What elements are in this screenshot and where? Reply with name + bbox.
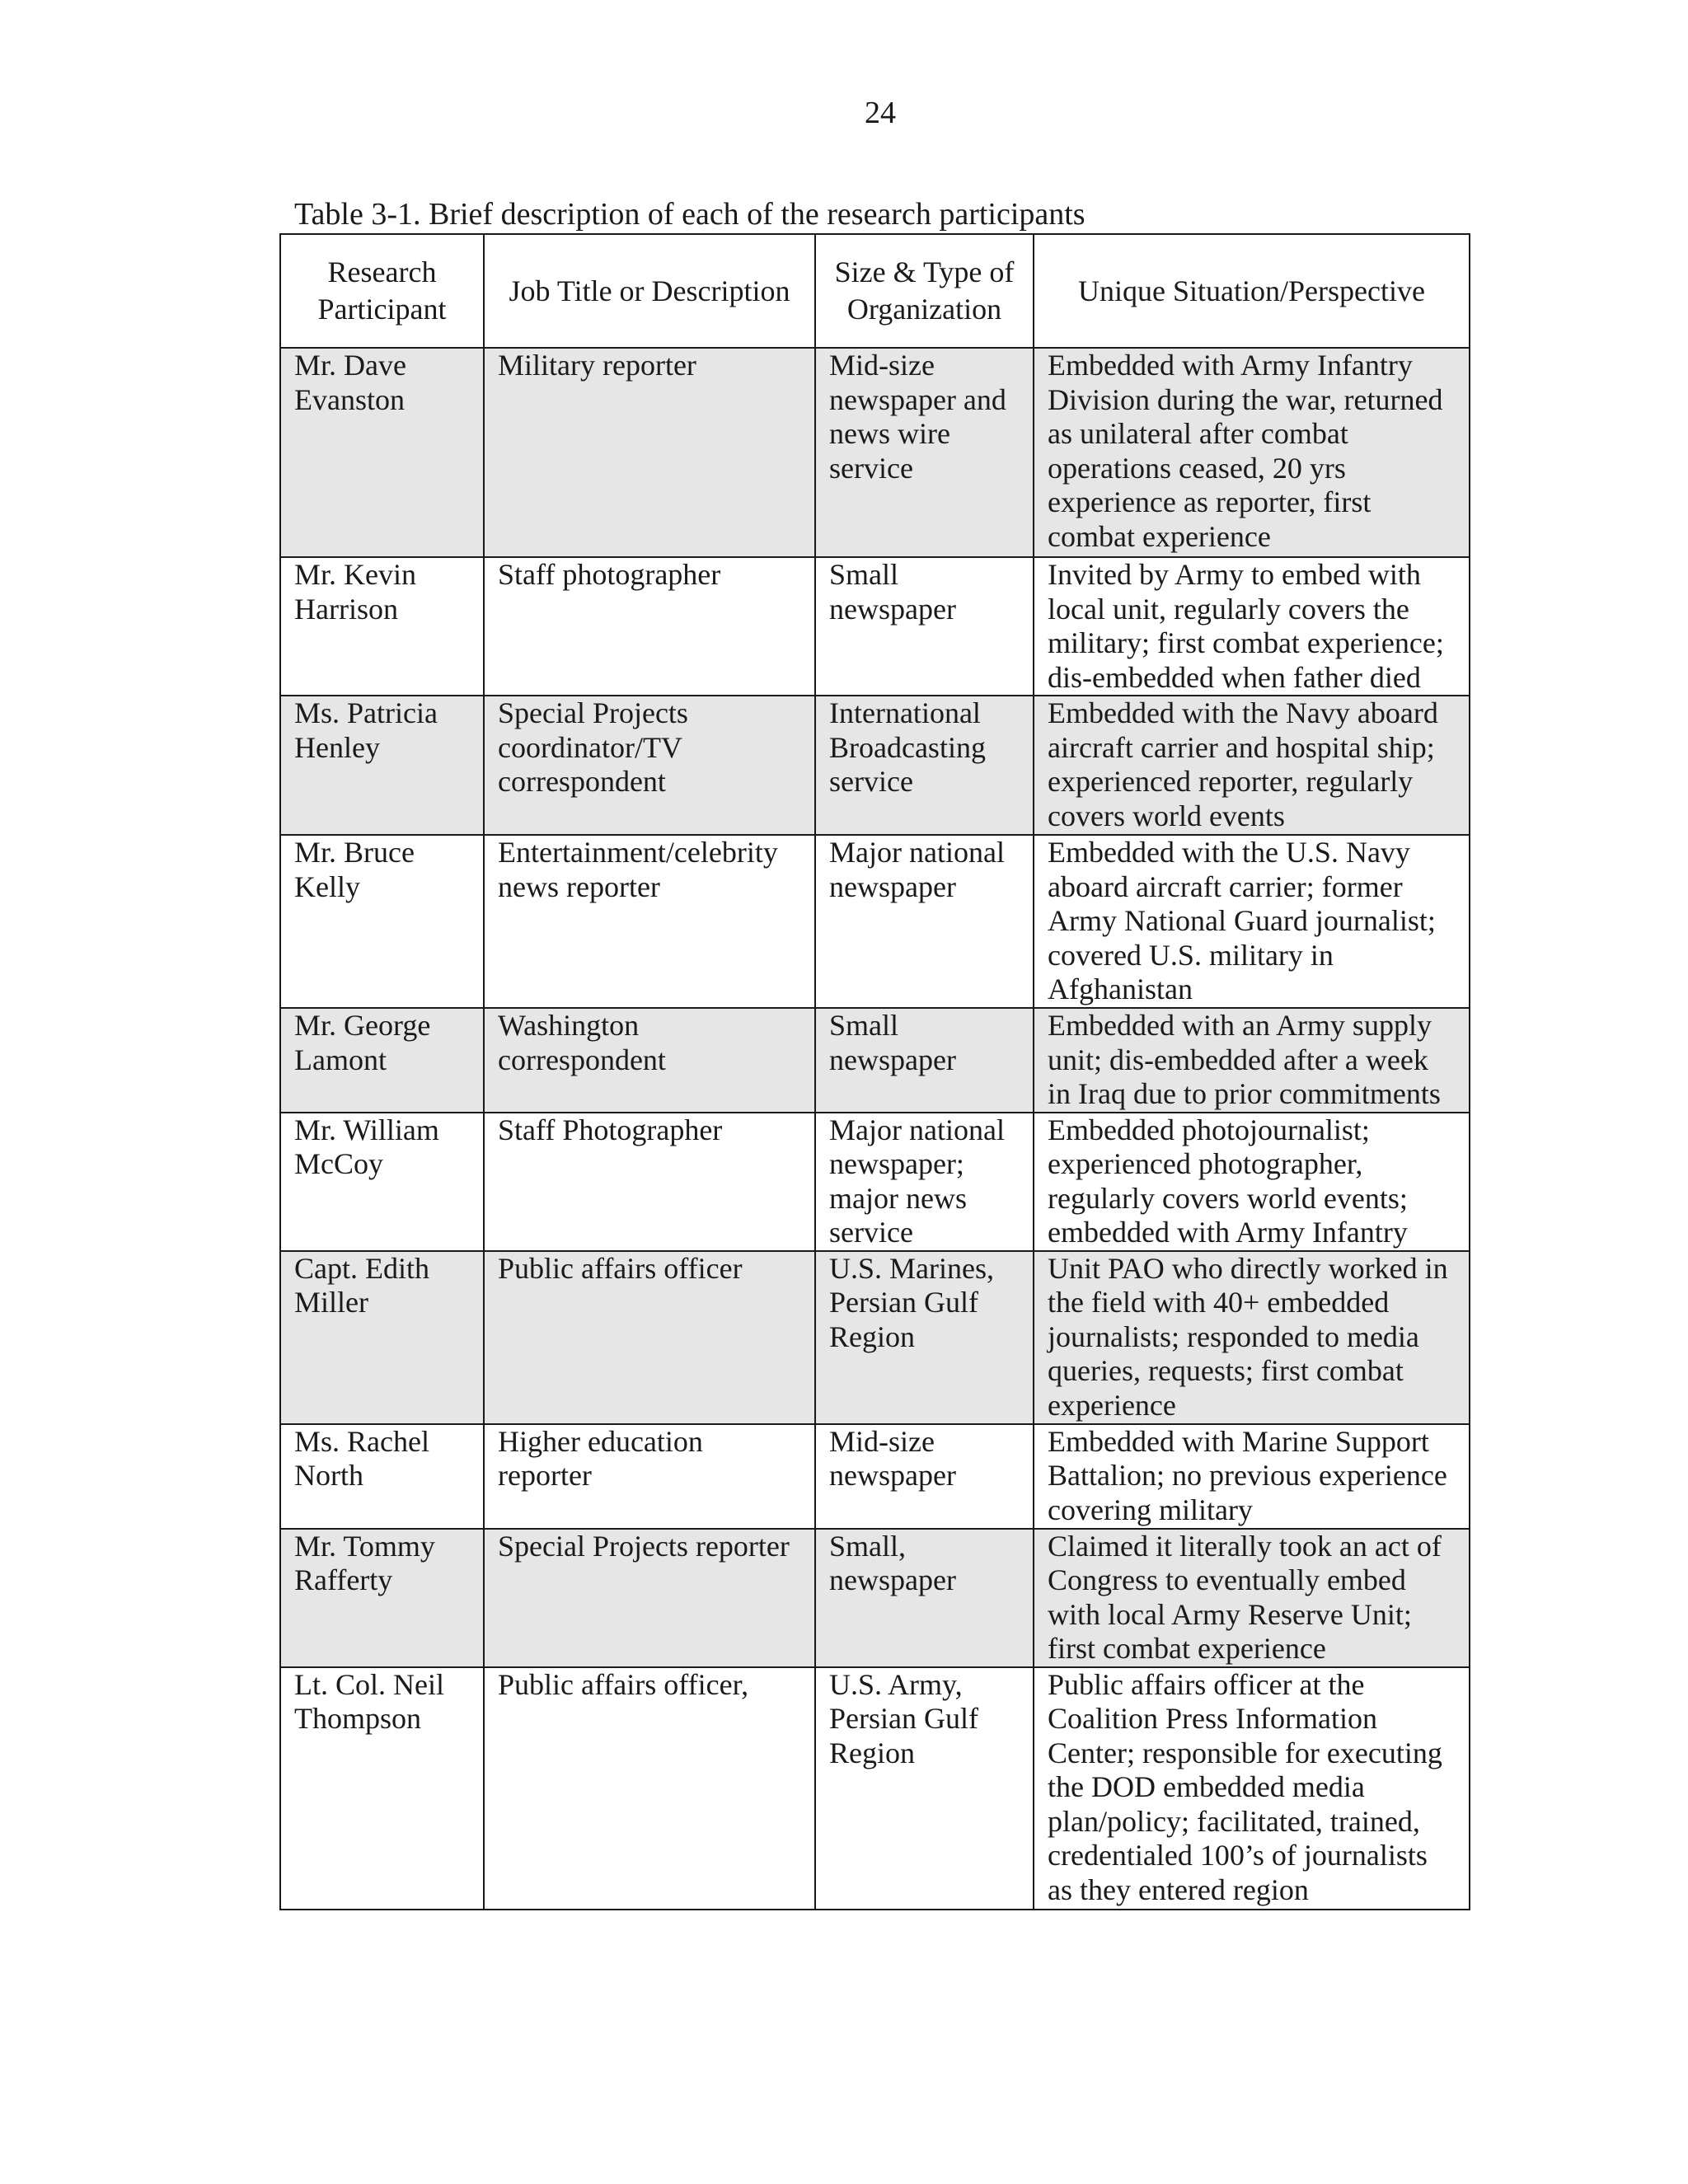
cell-participant: Mr. William McCoy [280,1113,484,1251]
cell-organization: Small newspaper [815,1008,1034,1113]
cell-job: Entertainment/celebrity news reporter [484,835,815,1008]
cell-job: Public affairs officer, [484,1667,815,1910]
cell-perspective: Unit PAO who directly worked in the field with 40+ embedded journalists; responded to media queries, requests; first combat experience [1034,1251,1470,1424]
cell-perspective: Invited by Army to embed with local unit, regularly covers the military; first combat experience; dis-embedded when father died [1034,557,1470,696]
cell-perspective: Embedded photojournalist; experienced photographer, regularly covers world events; embedded with Army Infantry [1034,1113,1470,1251]
cell-job: Staff photographer [484,557,815,696]
cell-perspective: Embedded with Army Infantry Division during the war, returned as unilateral after combat operations ceased, 20 yrs experience as reporter, first combat experience [1034,348,1470,557]
table-header-row [280,234,1470,348]
cell-organization: International Broadcasting service [815,696,1034,835]
cell-participant: Mr. Tommy Rafferty [280,1529,484,1667]
cell-job: Washington correspondent [484,1008,815,1113]
cell-participant: Capt. Edith Miller [280,1251,484,1424]
table-row [280,835,1470,1008]
cell-perspective: Claimed it literally took an act of Congress to eventually embed with local Army Reserve Unit; first combat experience [1034,1529,1470,1667]
table-row [280,348,1470,557]
table-row [280,696,1470,835]
table-row [280,557,1470,696]
cell-participant: Mr. Bruce Kelly [280,835,484,1008]
cell-organization: Major national newspaper [815,835,1034,1008]
cell-participant: Lt. Col. Neil Thompson [280,1667,484,1910]
page-number: 24 [865,96,896,130]
cell-organization: U.S. Army, Persian Gulf Region [815,1667,1034,1910]
participants-table [279,233,1470,1910]
cell-job: Military reporter [484,348,815,557]
table-caption: Table 3-1. Brief description of each of the research participants [294,197,1085,232]
cell-perspective: Embedded with Marine Support Battalion; no previous experience covering military [1034,1424,1470,1529]
cell-organization: Small, newspaper [815,1529,1034,1667]
cell-job: Staff Photographer [484,1113,815,1251]
cell-participant: Ms. Rachel North [280,1424,484,1529]
cell-job: Special Projects coordinator/TV correspondent [484,696,815,835]
table-row [280,1529,1470,1667]
cell-perspective: Embedded with the U.S. Navy aboard aircraft carrier; former Army National Guard journalist; covered U.S. military in Afghanistan [1034,835,1470,1008]
cell-organization: Small newspaper [815,557,1034,696]
cell-organization: Major national newspaper; major news service [815,1113,1034,1251]
cell-job: Public affairs officer [484,1251,815,1424]
header-organization: Size & Type of Organization [815,234,1034,348]
cell-organization: U.S. Marines, Persian Gulf Region [815,1251,1034,1424]
table-row [280,1667,1470,1910]
table-row [280,1008,1470,1113]
table-row [280,1424,1470,1529]
cell-participant: Mr. Kevin Harrison [280,557,484,696]
header-research-participant: Research Participant [280,234,484,348]
cell-organization: Mid-size newspaper [815,1424,1034,1529]
cell-organization: Mid-size newspaper and news wire service [815,348,1034,557]
table-row [280,1113,1470,1251]
table-row [280,1251,1470,1424]
cell-perspective: Embedded with the Navy aboard aircraft carrier and hospital ship; experienced reporter, regularly covers world events [1034,696,1470,835]
cell-job: Special Projects reporter [484,1529,815,1667]
cell-participant: Ms. Patricia Henley [280,696,484,835]
header-job-title: Job Title or Description [484,234,815,348]
table-body [280,348,1470,1910]
cell-perspective: Embedded with an Army supply unit; dis-embedded after a week in Iraq due to prior commitments [1034,1008,1470,1113]
cell-participant: Mr. Dave Evanston [280,348,484,557]
cell-participant: Mr. George Lamont [280,1008,484,1113]
header-perspective: Unique Situation/Perspective [1034,234,1470,348]
cell-job: Higher education reporter [484,1424,815,1529]
cell-perspective: Public affairs officer at the Coalition Press Information Center; responsible for executing the DOD embedded media plan/policy; facilitated, trained, credentialed 100’s of journalists as they entered region [1034,1667,1470,1910]
